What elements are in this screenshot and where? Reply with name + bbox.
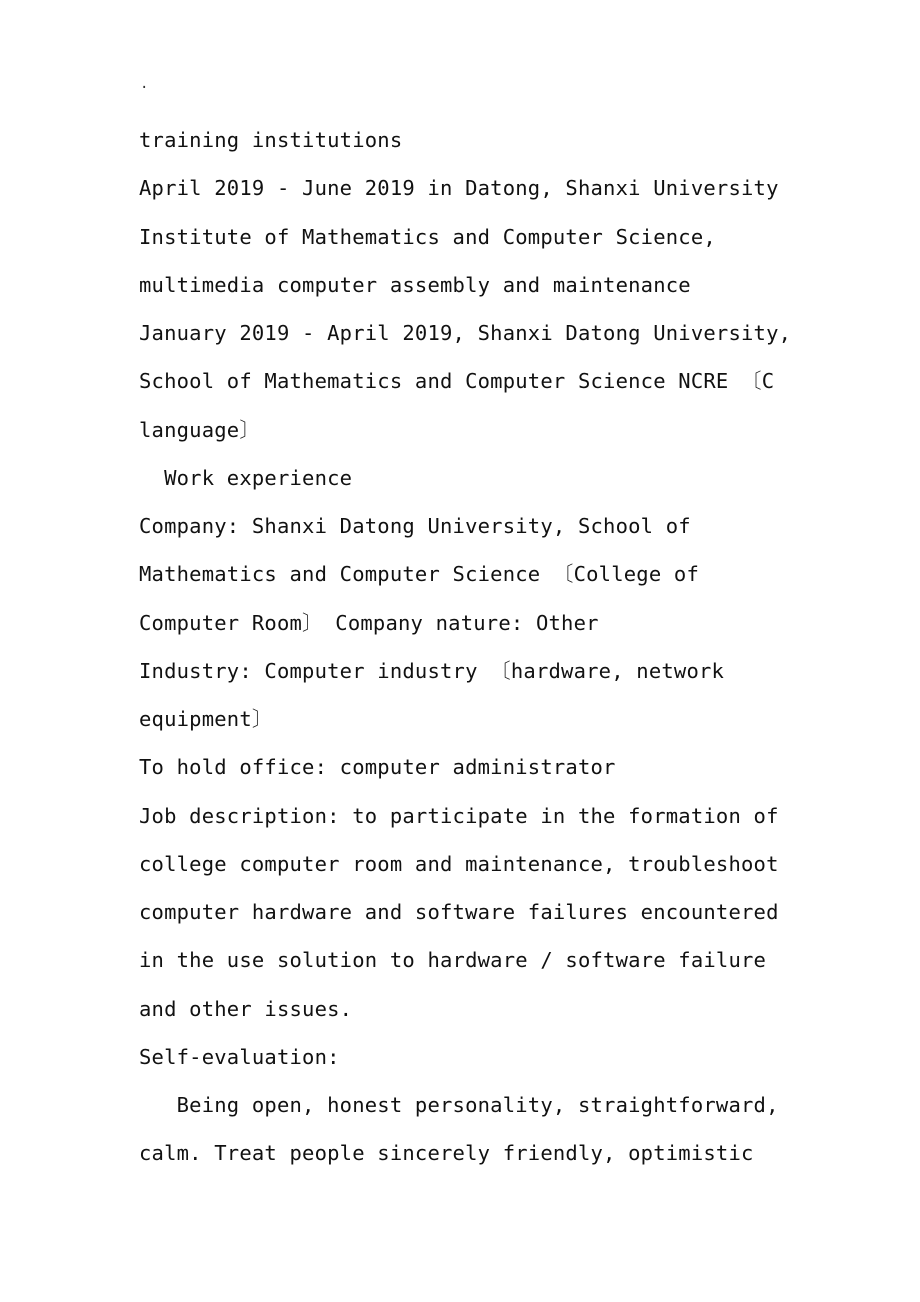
work-line: computer hardware and software failures encountered [139, 900, 779, 924]
work-line: Industry: Computer industry 〔hardware, network [139, 659, 725, 683]
training-line: language〕 [139, 418, 261, 442]
training-line: Institute of Mathematics and Computer Science, [139, 225, 716, 249]
training-heading: training institutions [139, 128, 403, 152]
training-line: January 2019 - April 2019, Shanxi Datong University, [139, 321, 792, 345]
work-line: equipment〕 [139, 707, 273, 731]
work-line: Job description: to participate in the formation of [139, 804, 779, 828]
training-line: April 2019 - June 2019 in Datong, Shanxi University [139, 176, 779, 200]
training-line: School of Mathematics and Computer Science NCRE 〔C [139, 369, 775, 393]
training-line: multimedia computer assembly and maintenance [139, 273, 691, 297]
work-line: Company: Shanxi Datong University, School of [139, 514, 691, 538]
work-line: Computer Room〕 Company nature: Other [139, 611, 599, 635]
work-line: college computer room and maintenance, troubleshoot [139, 852, 779, 876]
self-evaluation-line: Being open, honest personality, straightforward, [139, 1093, 779, 1117]
self-evaluation-heading: Self-evaluation: [139, 1045, 340, 1069]
work-line: To hold office: computer administrator [139, 755, 616, 779]
work-line: Mathematics and Computer Science 〔College of [139, 562, 700, 586]
work-line: in the use solution to hardware / software failure [139, 948, 767, 972]
work-line: and other issues. [139, 997, 353, 1021]
work-heading: Work experience [139, 466, 353, 490]
page-marker: . [140, 76, 149, 92]
self-evaluation-line: calm. Treat people sincerely friendly, optimistic [139, 1141, 754, 1165]
